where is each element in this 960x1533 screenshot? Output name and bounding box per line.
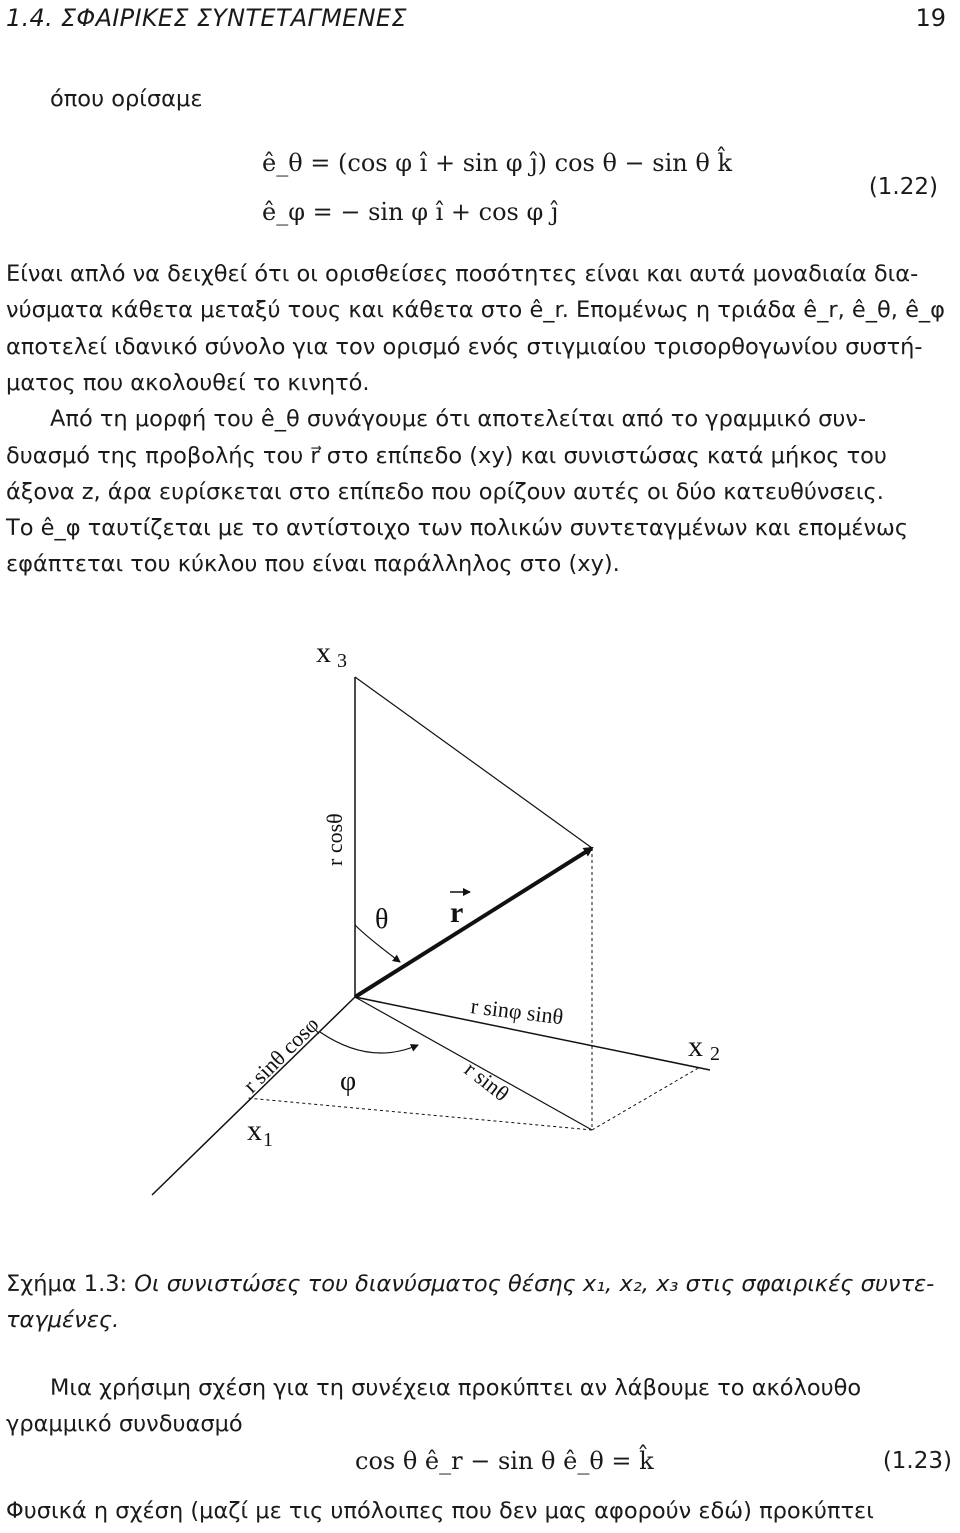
label-rsincos: r sinθ cosφ (237, 1011, 324, 1098)
label-theta: θ (375, 904, 389, 935)
paragraph-line: Είναι απλό να δειχθεί ότι οι ορισθείσες ποσότητες είναι και αυτά μοναδιαία δια- (6, 261, 919, 287)
phi-arc (320, 1032, 418, 1053)
projection-line-x3 (355, 677, 592, 848)
paragraph-line: Το ê_φ ταυτίζεται με το αντίστοιχο των πολικών συντεταγμένων και επομένως (6, 515, 909, 541)
paragraph-line: νύσματα κάθετα μεταξύ τους και κάθετα στο ê_r. Επομένως η τριάδα ê_r, ê_θ, ê_φ (6, 297, 946, 323)
running-header-section: 1.4. ΣΦΑΙΡΙΚΕΣ ΣΥΝΤΕΤΑΓΜΕΝΕΣ (6, 4, 407, 32)
label-rsin: r sinθ (459, 1056, 514, 1107)
label-rsinphisin: r sinφ sinθ (469, 993, 565, 1030)
figure-caption-prefix: Σχήμα 1.3: (6, 1271, 135, 1297)
page-number: 19 (915, 4, 946, 32)
paragraph-line: δυασμό της προβολής του r⃗ στο επίπεδο (xy) και συνιστώσας κατά μήκος του (6, 443, 887, 469)
label-r: r (450, 896, 464, 929)
paragraph-line: εφάπτεται του κύκλου που είναι παράλληλος στο (xy). (6, 551, 620, 577)
intro-text: όπου ορίσαμε (50, 86, 203, 112)
figure-caption-line1 (6, 1271, 934, 1297)
paragraph-line: αποτελεί ιδανικό σύνολο για τον ορισμό ενός στιγμιαίου τρισορθογωνίου συστή- (6, 334, 923, 360)
label-x2: x (688, 1030, 703, 1063)
equation-e-theta: ê_θ = (cos φ î + sin φ ĵ) cos θ − sin θ k̂ (262, 149, 732, 177)
figure-caption-text: Οι συνιστώσες του διανύσματος θέσης x₁, x₂, x₃ στις σφαιρικές συντε- (134, 1271, 935, 1297)
paragraph-line: άξονα z, άρα ευρίσκεται στο επίπεδο που ορίζουν αυτές οι δύο κατευθύνσεις. (6, 479, 884, 505)
label-x1: x (247, 1114, 262, 1147)
dashed-x2-projection (592, 1067, 700, 1130)
label-x2-sub: 2 (710, 1043, 720, 1065)
equation-number-1-22: (1.22) (868, 174, 938, 200)
figure-caption-line2: ταγμένες. (6, 1307, 120, 1333)
spherical-coordinates-figure (0, 620, 960, 1240)
r-vector (355, 848, 592, 997)
label-phi: φ (340, 1066, 357, 1097)
dashed-x1-projection (247, 1098, 592, 1130)
equation-e-phi: ê_φ = − sin φ î + cos φ ĵ (262, 198, 559, 226)
label-x1-sub: 1 (263, 1129, 273, 1151)
label-x3: x (316, 636, 331, 669)
label-rcos: r cosθ (322, 813, 347, 866)
paragraph-line: ματος που ακολουθεί το κινητό. (6, 370, 370, 396)
paragraph-line: Μια χρήσιμη σχέση για τη συνέχεια προκύπτει αν λάβουμε το ακόλουθο (50, 1375, 862, 1401)
equation-1-23: cos θ ê_r − sin θ ê_θ = k̂ (355, 1447, 654, 1475)
paragraph-line: Από τη μορφή του ê_θ συνάγουμε ότι αποτελείται από το γραμμικό συν- (50, 406, 867, 432)
label-x3-sub: 3 (337, 650, 347, 672)
paragraph-line: γραμμικό συνδυασμό (6, 1411, 243, 1437)
equation-number-1-23: (1.23) (882, 1448, 952, 1474)
paragraph-line: Φυσικά η σχέση (μαζί με τις υπόλοιπες που δεν μας αφορούν εδώ) προκύπτει (6, 1498, 874, 1524)
